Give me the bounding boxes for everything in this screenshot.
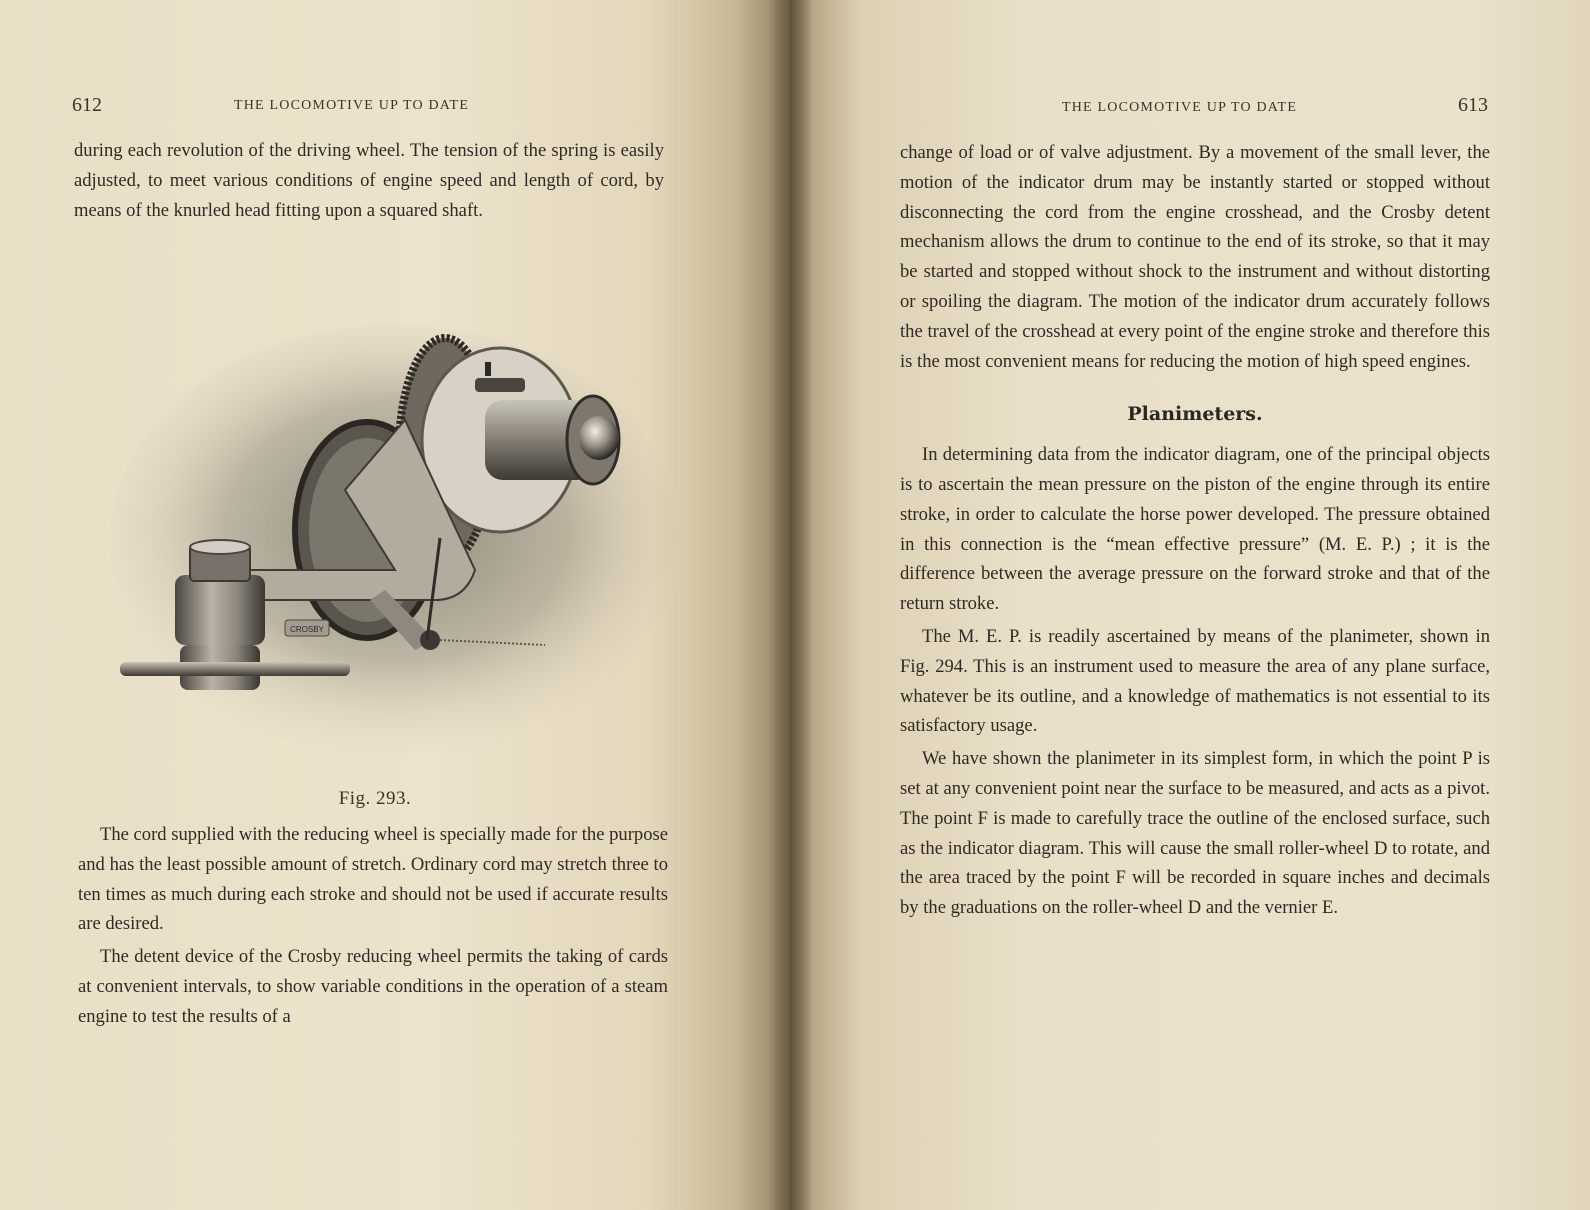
right-page-number: 613	[1458, 94, 1488, 116]
left-page	[0, 0, 790, 1210]
hub-body	[175, 575, 265, 645]
right-running-head: THE LOCOMOTIVE UP TO DATE	[1062, 100, 1298, 115]
right-paragraph-4: We have shown the planimeter in its simplest form, in which the point P is set at any convenient point near the surface to be measured, and acts as a pivot. The point F is made to carefully trace the outline of the enclosed surface, such as the indicator diagram. This will cause the small roller-wheel D to rotate, and the area traced by the point F will be recorded in square inches and decimals by the graduations on the roller-wheel D and the vernier E.	[900, 748, 1490, 919]
left-paragraph-2: The cord supplied with the reducing wheel is specially made for the purpose and has the least possible amount of stretch. Ordinary cord may stretch three to ten times as much during each stroke and should not be used if accurate results are desired.	[78, 824, 668, 935]
left-text-top	[74, 136, 664, 228]
hub-top	[190, 540, 250, 554]
right-paragraph-2: In determining data from the indicator diagram, one of the principal objects is to ascertain the mean pressure on the piston of the engine through its entire stroke, in order to calculate the horse power developed. The pressure obtained in this connection is the “mean effective pressure” (M. E. P.) ; it is the difference between the average pressure on the forward stroke and that of the return stroke.	[900, 444, 1490, 615]
left-text-bottom	[78, 820, 668, 1035]
left-running-head: THE LOCOMOTIVE UP TO DATE	[234, 98, 470, 113]
drum-knob	[579, 416, 619, 460]
right-paragraph-3: The M. E. P. is readily ascertained by means of the planimeter, shown in Fig. 294. This is an instrument used to measure the area of any plane surface, whatever be its outline, and a knowledge of mathematics is not essential to its satisfactory usage.	[900, 625, 1490, 737]
disc-marker	[475, 378, 525, 392]
handle-bar	[120, 662, 350, 676]
left-paragraph-1: during each revolution of the driving wheel. The tension of the spring is easily adjusted, to meet various conditions of engine speed and length of cord, by means of the knurled head fitting upon a squared shaft.	[74, 140, 664, 221]
section-heading-planimeters: Planimeters.	[1127, 403, 1263, 426]
reducing-wheel-figure	[105, 300, 685, 770]
left-page-number: 612	[72, 94, 102, 116]
right-text	[900, 138, 1490, 926]
right-page	[790, 0, 1590, 1210]
pulley	[420, 630, 440, 650]
left-paragraph-3: The detent device of the Crosby reducing wheel permits the taking of cards at convenient intervals, to show variable conditions in the operation of a steam engine to test the results of a	[78, 946, 668, 1027]
maker-plate-text: CROSBY	[290, 625, 324, 634]
figure-caption: Fig. 293.	[338, 788, 412, 809]
disc-slot	[485, 362, 491, 376]
gutter-shadow	[768, 0, 812, 1210]
right-paragraph-1: change of load or of valve adjustment. By a movement of the small lever, the motion of the indicator drum may be instantly started or stopped without disconnecting the cord from the engine crosshead, and the Crosby detent mechanism allows the drum to continue to the end of its stroke, so that it may be started and stopped without shock to the instrument and without distorting or spoiling the diagram. The motion of the indicator drum accurately follows the travel of the crosshead at every point of the engine stroke and therefore this is the most convenient means for reducing the motion of high speed engines.	[900, 142, 1490, 372]
